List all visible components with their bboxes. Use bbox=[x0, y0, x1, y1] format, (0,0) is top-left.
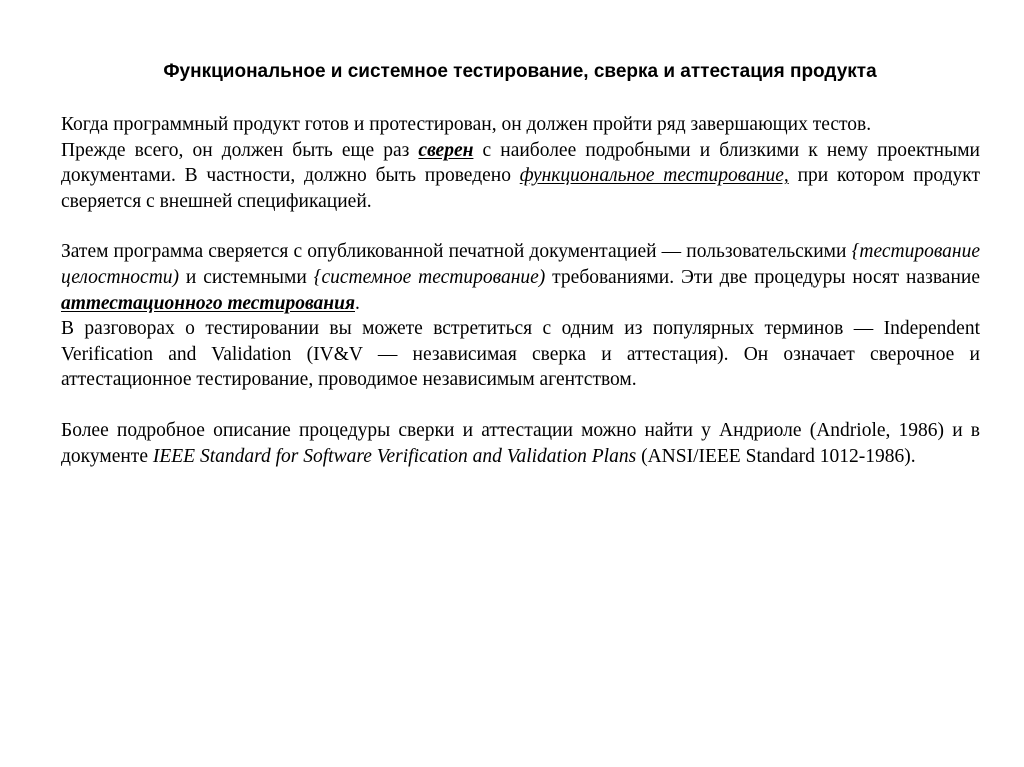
term-verified: сверен bbox=[418, 139, 474, 161]
term-integrity-testing: {тестирование целостности) bbox=[61, 241, 980, 288]
paragraph-spacer bbox=[61, 393, 980, 418]
paragraph-verification-text-1: Прежде всего, он должен быть еще раз bbox=[61, 139, 419, 161]
paragraph-validation-text-2: и системными bbox=[179, 266, 314, 288]
term-system-testing: {системное тестирование) bbox=[313, 266, 546, 288]
paragraph-validation-text-4: . bbox=[355, 292, 360, 314]
paragraph-verification-text-3: при котором продукт сверяется с внешней спецификацией. bbox=[61, 165, 981, 212]
paragraph-intro bbox=[61, 112, 980, 138]
paragraph-validation bbox=[61, 239, 980, 316]
paragraph-verification-text-2: с наиболее подробными и близкими к нему проектными документами. В частности, должно быть проведено bbox=[61, 139, 980, 187]
slide-title: Функциональное и системное тестирование, сверка и аттестация продукта bbox=[163, 61, 877, 82]
paragraph-verification bbox=[61, 138, 980, 215]
paragraph-ivv bbox=[61, 316, 980, 393]
slide-body bbox=[61, 112, 980, 469]
reference-ieee-standard-title: IEEE Standard for Software Verification and Validation Plans bbox=[152, 445, 637, 467]
term-validation-testing: аттестационного тестирования bbox=[61, 292, 355, 314]
paragraph-validation-text-1: Затем программа сверяется с опубликованной печатной документацией — пользовательскими bbox=[61, 241, 852, 263]
paragraph-intro-text: Когда программный продукт готов и протестирован, он должен пройти ряд завершающих тестов. bbox=[61, 114, 872, 135]
paragraph-references-text-1: Более подробное описание процедуры сверки и аттестации можно найти у Андриоле (Andriole, 1986) и в документе bbox=[61, 419, 980, 467]
paragraph-ivv-text: В разговорах о тестировании вы можете встретиться с одним из популярных терминов — Independent Verification and Validation (IV&V — независимая сверка и аттестация). Он означает сверочное и аттестационное тестирование, проводимое независимым агентством. bbox=[61, 318, 980, 391]
paragraph-references-text-2: (ANSI/IEEE Standard 1012-1986). bbox=[636, 445, 916, 467]
term-functional-testing: функциональное тестирование, bbox=[519, 165, 789, 187]
paragraph-spacer bbox=[61, 214, 980, 239]
paragraph-validation-text-3: требованиями. Эти две процедуры носят название bbox=[545, 266, 980, 288]
paragraph-references bbox=[61, 418, 980, 469]
